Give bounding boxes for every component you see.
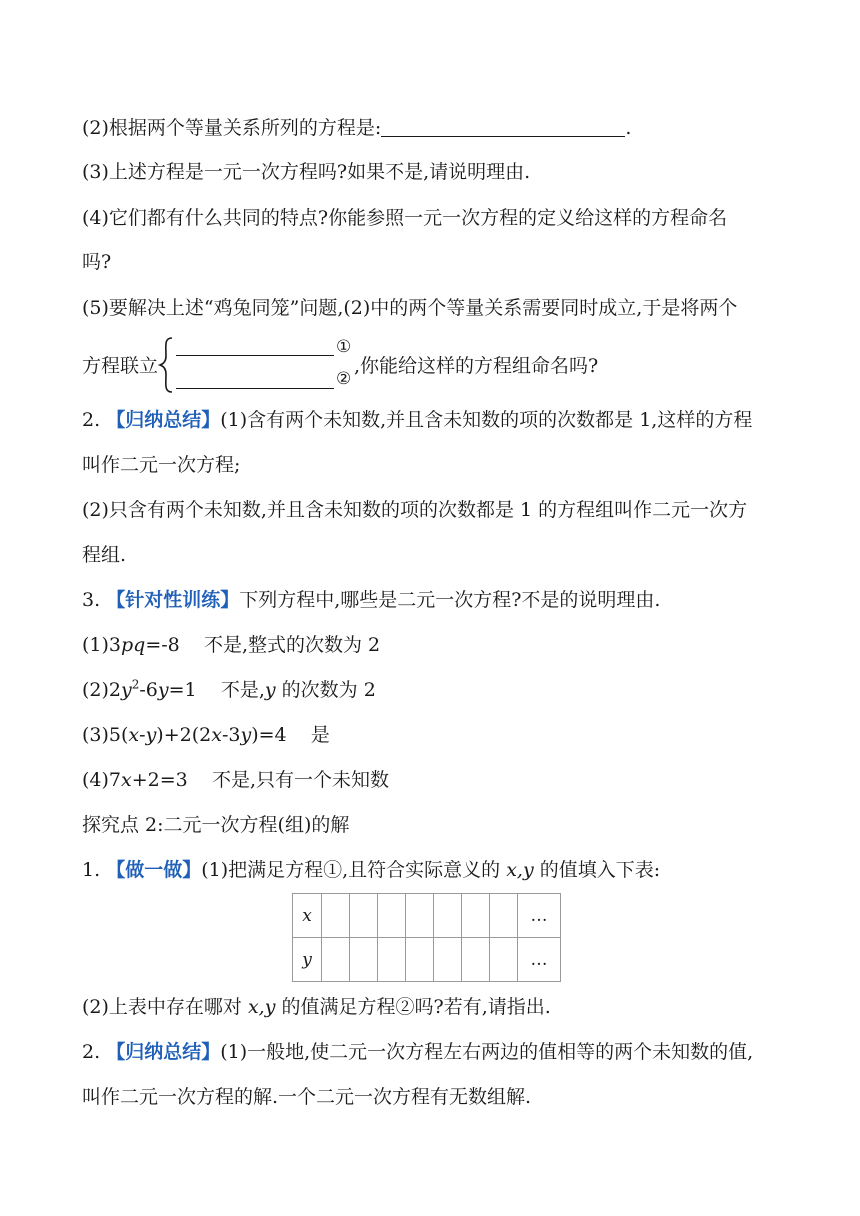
table-cell[interactable] — [490, 938, 518, 982]
ellipsis-cell: … — [518, 894, 561, 938]
equation-2-marker: ② — [336, 369, 352, 389]
summary-1-line3: (2)只含有两个未知数,并且含未知数的项的次数都是 1 的方程组叫作二元一次方 — [82, 499, 748, 521]
table-cell[interactable] — [462, 938, 490, 982]
answer-blank[interactable] — [381, 118, 625, 137]
values-table — [292, 893, 561, 982]
table-cell[interactable] — [322, 894, 350, 938]
question-5-tail: ,你能给这样的方程组命名吗? — [354, 355, 599, 377]
training-answer-4: 不是,只有一个未知数 — [211, 769, 389, 791]
training-item-1: (1)3pq=-8 不是,整式的次数为 2 — [82, 634, 381, 656]
table-cell[interactable] — [406, 938, 434, 982]
summary-2-line1: 2. 【归纳总结】(1)一般地,使二元一次方程左右两边的值相等的两个未知数的值, — [82, 1041, 754, 1063]
training-answer-3: 是 — [310, 724, 330, 746]
summary-1-line2: 叫作二元一次方程; — [82, 454, 241, 476]
table-cell[interactable] — [490, 894, 518, 938]
left-brace — [158, 336, 174, 394]
doit-question-2: (2)上表中存在哪对 x,y 的值满足方程②吗?若有,请指出. — [82, 996, 551, 1018]
training-tag: 【针对性训练】 — [106, 589, 240, 611]
question-4-line2: 吗? — [82, 251, 112, 273]
question-5-line1: (5)要解决上述“鸡兔同笼”问题,(2)中的两个等量关系需要同时成立,于是将两个 — [82, 297, 738, 319]
question-3: (3)上述方程是一元一次方程吗?如果不是,请说明理由. — [82, 161, 531, 183]
equation-1-marker: ① — [336, 337, 352, 357]
table-cell[interactable] — [462, 894, 490, 938]
table-cell[interactable] — [378, 894, 406, 938]
table-row-x — [293, 894, 561, 938]
table-cell[interactable] — [350, 894, 378, 938]
question-2: (2)根据两个等量关系所列的方程是: . — [82, 117, 632, 139]
summary-1-line4: 程组. — [82, 544, 127, 566]
summary-tag: 【归纳总结】 — [106, 1041, 221, 1063]
ellipsis-cell: … — [518, 938, 561, 982]
table-cell[interactable] — [378, 938, 406, 982]
table-cell[interactable] — [322, 938, 350, 982]
training-heading: 3. 【针对性训练】下列方程中,哪些是二元一次方程?不是的说明理由. — [82, 589, 661, 611]
equation-2-blank[interactable] — [176, 388, 334, 389]
row-label-y: y — [293, 938, 322, 982]
row-label-x: x — [293, 894, 322, 938]
training-item-3: (3)5(x-y)+2(2x-3y)=4 是 — [82, 724, 330, 746]
table-cell[interactable] — [350, 938, 378, 982]
table-cell[interactable] — [434, 938, 462, 982]
question-4-line1: (4)它们都有什么共同的特点?你能参照一元一次方程的定义给这样的方程命名 — [82, 207, 728, 229]
summary-1-line1: 2. 【归纳总结】(1)含有两个未知数,并且含未知数的项的次数都是 1,这样的方程 — [82, 409, 753, 431]
section-2-title: 探究点 2:二元一次方程(组)的解 — [82, 814, 350, 836]
doit-tag: 【做一做】 — [106, 859, 202, 881]
summary-tag: 【归纳总结】 — [106, 409, 221, 431]
equation-1-blank[interactable] — [176, 355, 334, 356]
doit-heading: 1. 【做一做】(1)把满足方程①,且符合实际意义的 x,y 的值填入下表: — [82, 859, 661, 881]
table-cell[interactable] — [434, 894, 462, 938]
table-row-y — [293, 938, 561, 982]
question-5-lead: 方程联立 — [82, 355, 159, 377]
training-item-2: $(2)2y^2-6y=1$ 不是,y 的次数为 2 — [82, 677, 376, 701]
training-answer-1: 不是,整式的次数为 2 — [203, 634, 381, 656]
summary-2-line2: 叫作二元一次方程的解.一个二元一次方程有无数组解. — [82, 1086, 532, 1108]
training-item-4: (4)7x+2=3 不是,只有一个未知数 — [82, 769, 389, 791]
training-answer-2: 不是,y 的次数为 2 — [220, 679, 376, 701]
table-cell[interactable] — [406, 894, 434, 938]
